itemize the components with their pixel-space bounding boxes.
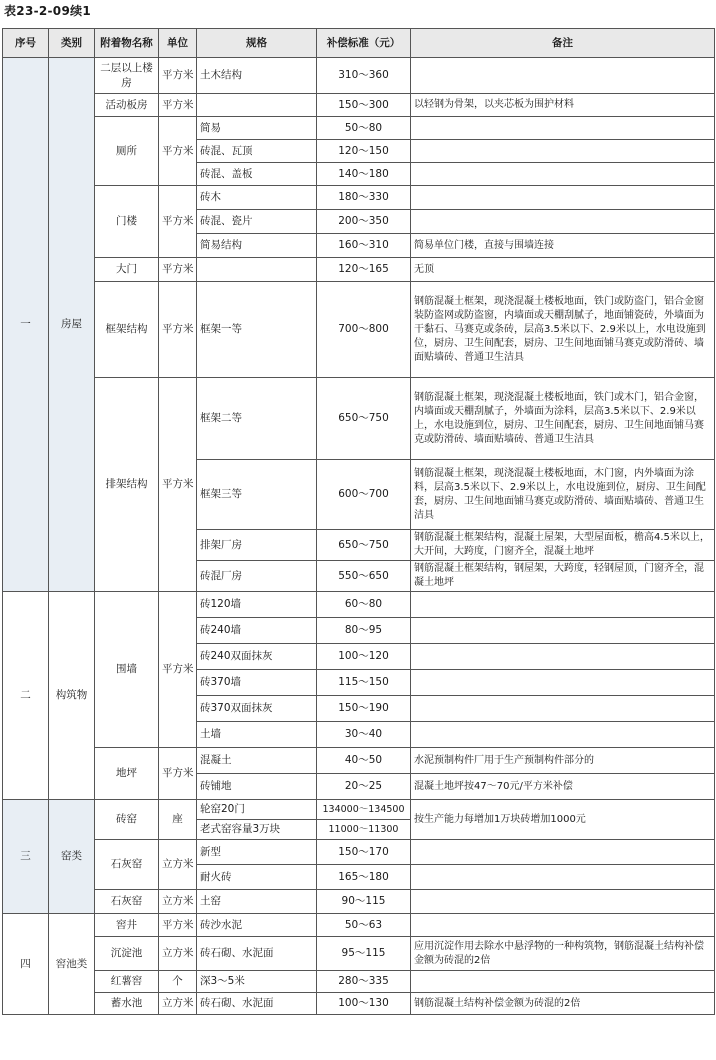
section-seq: 三 xyxy=(3,800,49,914)
item-unit: 立方米 xyxy=(159,993,197,1015)
item-price: 140～180 xyxy=(317,163,411,186)
item-note: 钢筋混凝土框架结构，混凝土屋架，大型屋面板，檐高4.5米以上，大开间，大跨度，门窗齐全，混凝土地坪 xyxy=(411,530,715,561)
item-name: 地坪 xyxy=(95,748,159,800)
item-spec: 土木结构 xyxy=(197,58,317,94)
item-price: 165～180 xyxy=(317,865,411,890)
table-row xyxy=(3,58,715,94)
item-spec xyxy=(197,94,317,117)
table-row xyxy=(3,258,715,282)
item-unit: 平方米 xyxy=(159,378,197,592)
item-spec: 土墙 xyxy=(197,722,317,748)
item-name: 厕所 xyxy=(95,117,159,186)
item-price: 120～150 xyxy=(317,140,411,163)
item-note xyxy=(411,971,715,993)
item-price: 150～170 xyxy=(317,840,411,865)
item-spec: 老式窑容量3万块 xyxy=(197,820,317,840)
section-seq: 四 xyxy=(3,914,49,1015)
item-unit: 个 xyxy=(159,971,197,993)
item-spec: 新型 xyxy=(197,840,317,865)
item-price: 95～115 xyxy=(317,937,411,971)
item-spec: 砖混、瓦顶 xyxy=(197,140,317,163)
item-spec: 排架厂房 xyxy=(197,530,317,561)
header-cell: 附着物名称 xyxy=(95,29,159,58)
item-note xyxy=(411,722,715,748)
item-name: 红薯窖 xyxy=(95,971,159,993)
item-price: 134000～134500 xyxy=(317,800,411,820)
item-spec: 砖240墙 xyxy=(197,618,317,644)
header-row xyxy=(3,29,715,58)
section-category: 房屋 xyxy=(49,58,95,592)
item-spec: 砖石砌、水泥面 xyxy=(197,937,317,971)
header-cell: 序号 xyxy=(3,29,49,58)
table-row xyxy=(3,378,715,460)
table-row xyxy=(3,592,715,618)
item-note: 无顶 xyxy=(411,258,715,282)
item-note xyxy=(411,140,715,163)
header-cell: 备注 xyxy=(411,29,715,58)
item-note: 钢筋混凝土框架，现浇混凝土楼板地面，铁门或木门，铝合金窗，内墙面或天棚刮腻子，外墙面为涂料，层高3.5米以下、2.9米以上，水电设施到位，厨房、卫生间配套，厨房、卫生间地面铺马赛克或防滑砖、墙面贴墙砖、普通卫生洁具 xyxy=(411,378,715,460)
item-note xyxy=(411,58,715,94)
item-price: 150～190 xyxy=(317,696,411,722)
item-spec: 砖370双面抹灰 xyxy=(197,696,317,722)
item-unit: 平方米 xyxy=(159,186,197,258)
item-note: 水泥预制构件厂用于生产预制构件部分的 xyxy=(411,748,715,774)
item-price: 700～800 xyxy=(317,282,411,378)
item-note xyxy=(411,670,715,696)
section-category: 窖池类 xyxy=(49,914,95,1015)
item-spec: 耐火砖 xyxy=(197,865,317,890)
item-note xyxy=(411,644,715,670)
item-note: 混凝土地坪按47～70元/平方米补偿 xyxy=(411,774,715,800)
item-note xyxy=(411,696,715,722)
item-name: 二层以上楼房 xyxy=(95,58,159,94)
item-unit: 平方米 xyxy=(159,117,197,186)
item-unit: 平方米 xyxy=(159,282,197,378)
item-unit: 平方米 xyxy=(159,94,197,117)
item-price: 120～165 xyxy=(317,258,411,282)
item-unit: 平方米 xyxy=(159,748,197,800)
item-spec: 砖木 xyxy=(197,186,317,210)
item-name: 活动板房 xyxy=(95,94,159,117)
item-unit: 平方米 xyxy=(159,258,197,282)
table-row xyxy=(3,971,715,993)
item-spec: 轮窑20门 xyxy=(197,800,317,820)
item-name: 大门 xyxy=(95,258,159,282)
item-note xyxy=(411,163,715,186)
item-name: 石灰窑 xyxy=(95,840,159,890)
table-row xyxy=(3,282,715,378)
item-note: 钢筋混凝土框架，现浇混凝土楼板地面，铁门或防盗门，铝合金窗装防盗网或防盗窗，内墙面或天棚刮腻子，地面铺瓷砖，外墙面为干黏石、马赛克或条砖，层高3.5米以下、2.9米以上，水电设施到位，厨房、卫生间配套，厨房、卫生间地面铺马赛克或防滑砖、墙面贴墙砖、普通卫生洁具 xyxy=(411,282,715,378)
item-price: 40～50 xyxy=(317,748,411,774)
item-price: 150～300 xyxy=(317,94,411,117)
item-note: 以轻钢为骨架，以夹芯板为围护材料 xyxy=(411,94,715,117)
item-spec: 砖混、盖板 xyxy=(197,163,317,186)
section-seq: 二 xyxy=(3,592,49,800)
table-row xyxy=(3,94,715,117)
item-note xyxy=(411,618,715,644)
header-cell: 补偿标准（元） xyxy=(317,29,411,58)
item-spec: 框架二等 xyxy=(197,378,317,460)
table-row xyxy=(3,937,715,971)
compensation-table xyxy=(2,28,715,1015)
item-unit: 立方米 xyxy=(159,937,197,971)
item-name: 石灰窑 xyxy=(95,890,159,914)
table-row xyxy=(3,993,715,1015)
item-spec: 框架一等 xyxy=(197,282,317,378)
item-spec: 砖沙水泥 xyxy=(197,914,317,937)
table-row xyxy=(3,840,715,865)
item-note xyxy=(411,117,715,140)
item-price: 20～25 xyxy=(317,774,411,800)
table-row xyxy=(3,748,715,774)
item-unit: 平方米 xyxy=(159,914,197,937)
item-note xyxy=(411,865,715,890)
table-caption: 表23-2-09续1 xyxy=(4,4,92,18)
item-name: 门楼 xyxy=(95,186,159,258)
item-price: 30～40 xyxy=(317,722,411,748)
item-price: 11000～11300 xyxy=(317,820,411,840)
header-cell: 规格 xyxy=(197,29,317,58)
item-price: 600～700 xyxy=(317,460,411,530)
item-unit: 立方米 xyxy=(159,890,197,914)
header-cell: 类别 xyxy=(49,29,95,58)
item-spec: 砖240双面抹灰 xyxy=(197,644,317,670)
item-unit: 平方米 xyxy=(159,592,197,748)
table-row xyxy=(3,186,715,210)
item-spec: 土窑 xyxy=(197,890,317,914)
item-note: 钢筋混凝土结构补偿金额为砖混的2倍 xyxy=(411,993,715,1015)
item-name: 框架结构 xyxy=(95,282,159,378)
section-category: 窑类 xyxy=(49,800,95,914)
item-price: 90～115 xyxy=(317,890,411,914)
item-spec: 深3～5米 xyxy=(197,971,317,993)
item-price: 650～750 xyxy=(317,530,411,561)
item-unit: 座 xyxy=(159,800,197,840)
item-spec xyxy=(197,258,317,282)
item-note xyxy=(411,210,715,234)
item-spec: 砖石砌、水泥面 xyxy=(197,993,317,1015)
table-row xyxy=(3,117,715,140)
table-row xyxy=(3,800,715,820)
item-price: 80～95 xyxy=(317,618,411,644)
item-unit: 平方米 xyxy=(159,58,197,94)
item-price: 50～80 xyxy=(317,117,411,140)
item-note: 简易单位门楼，直接与围墙连接 xyxy=(411,234,715,258)
item-spec: 砖混、瓷片 xyxy=(197,210,317,234)
table-row xyxy=(3,914,715,937)
item-note: 应用沉淀作用去除水中悬浮物的一种构筑物，钢筋混凝土结构补偿金额为砖混的2倍 xyxy=(411,937,715,971)
item-name: 蓄水池 xyxy=(95,993,159,1015)
item-price: 310～360 xyxy=(317,58,411,94)
item-name: 砖窑 xyxy=(95,800,159,840)
table-row xyxy=(3,890,715,914)
item-note xyxy=(411,592,715,618)
item-spec: 框架三等 xyxy=(197,460,317,530)
item-price: 115～150 xyxy=(317,670,411,696)
item-unit: 立方米 xyxy=(159,840,197,890)
item-price: 100～120 xyxy=(317,644,411,670)
section-seq: 一 xyxy=(3,58,49,592)
item-price: 60～80 xyxy=(317,592,411,618)
item-note xyxy=(411,840,715,865)
item-spec: 简易 xyxy=(197,117,317,140)
item-name: 沉淀池 xyxy=(95,937,159,971)
item-price: 200～350 xyxy=(317,210,411,234)
item-spec: 砖铺地 xyxy=(197,774,317,800)
item-note: 钢筋混凝土框架，现浇混凝土楼板地面，木门窗，内外墙面为涂料，层高3.5米以下、2.9米以上，水电设施到位，厨房、卫生间配套，厨房、卫生间地面铺马赛克或防滑砖、墙面贴墙砖、普通卫生洁具 xyxy=(411,460,715,530)
item-name: 窖井 xyxy=(95,914,159,937)
item-note: 钢筋混凝土框架结构，钢屋架，大跨度，轻钢屋顶，门窗齐全，混凝土地坪 xyxy=(411,561,715,592)
header-cell: 单位 xyxy=(159,29,197,58)
item-note xyxy=(411,186,715,210)
item-spec: 简易结构 xyxy=(197,234,317,258)
section-category: 构筑物 xyxy=(49,592,95,800)
item-price: 100～130 xyxy=(317,993,411,1015)
item-name: 排架结构 xyxy=(95,378,159,592)
item-note: 按生产能力每增加1万块砖增加1000元 xyxy=(411,800,715,840)
item-spec: 砖120墙 xyxy=(197,592,317,618)
item-spec: 混凝土 xyxy=(197,748,317,774)
item-note xyxy=(411,914,715,937)
item-price: 50～63 xyxy=(317,914,411,937)
item-price: 550～650 xyxy=(317,561,411,592)
item-price: 280～335 xyxy=(317,971,411,993)
item-note xyxy=(411,890,715,914)
item-price: 650～750 xyxy=(317,378,411,460)
item-price: 180～330 xyxy=(317,186,411,210)
item-price: 160～310 xyxy=(317,234,411,258)
item-name: 围墙 xyxy=(95,592,159,748)
item-spec: 砖混厂房 xyxy=(197,561,317,592)
item-spec: 砖370墙 xyxy=(197,670,317,696)
